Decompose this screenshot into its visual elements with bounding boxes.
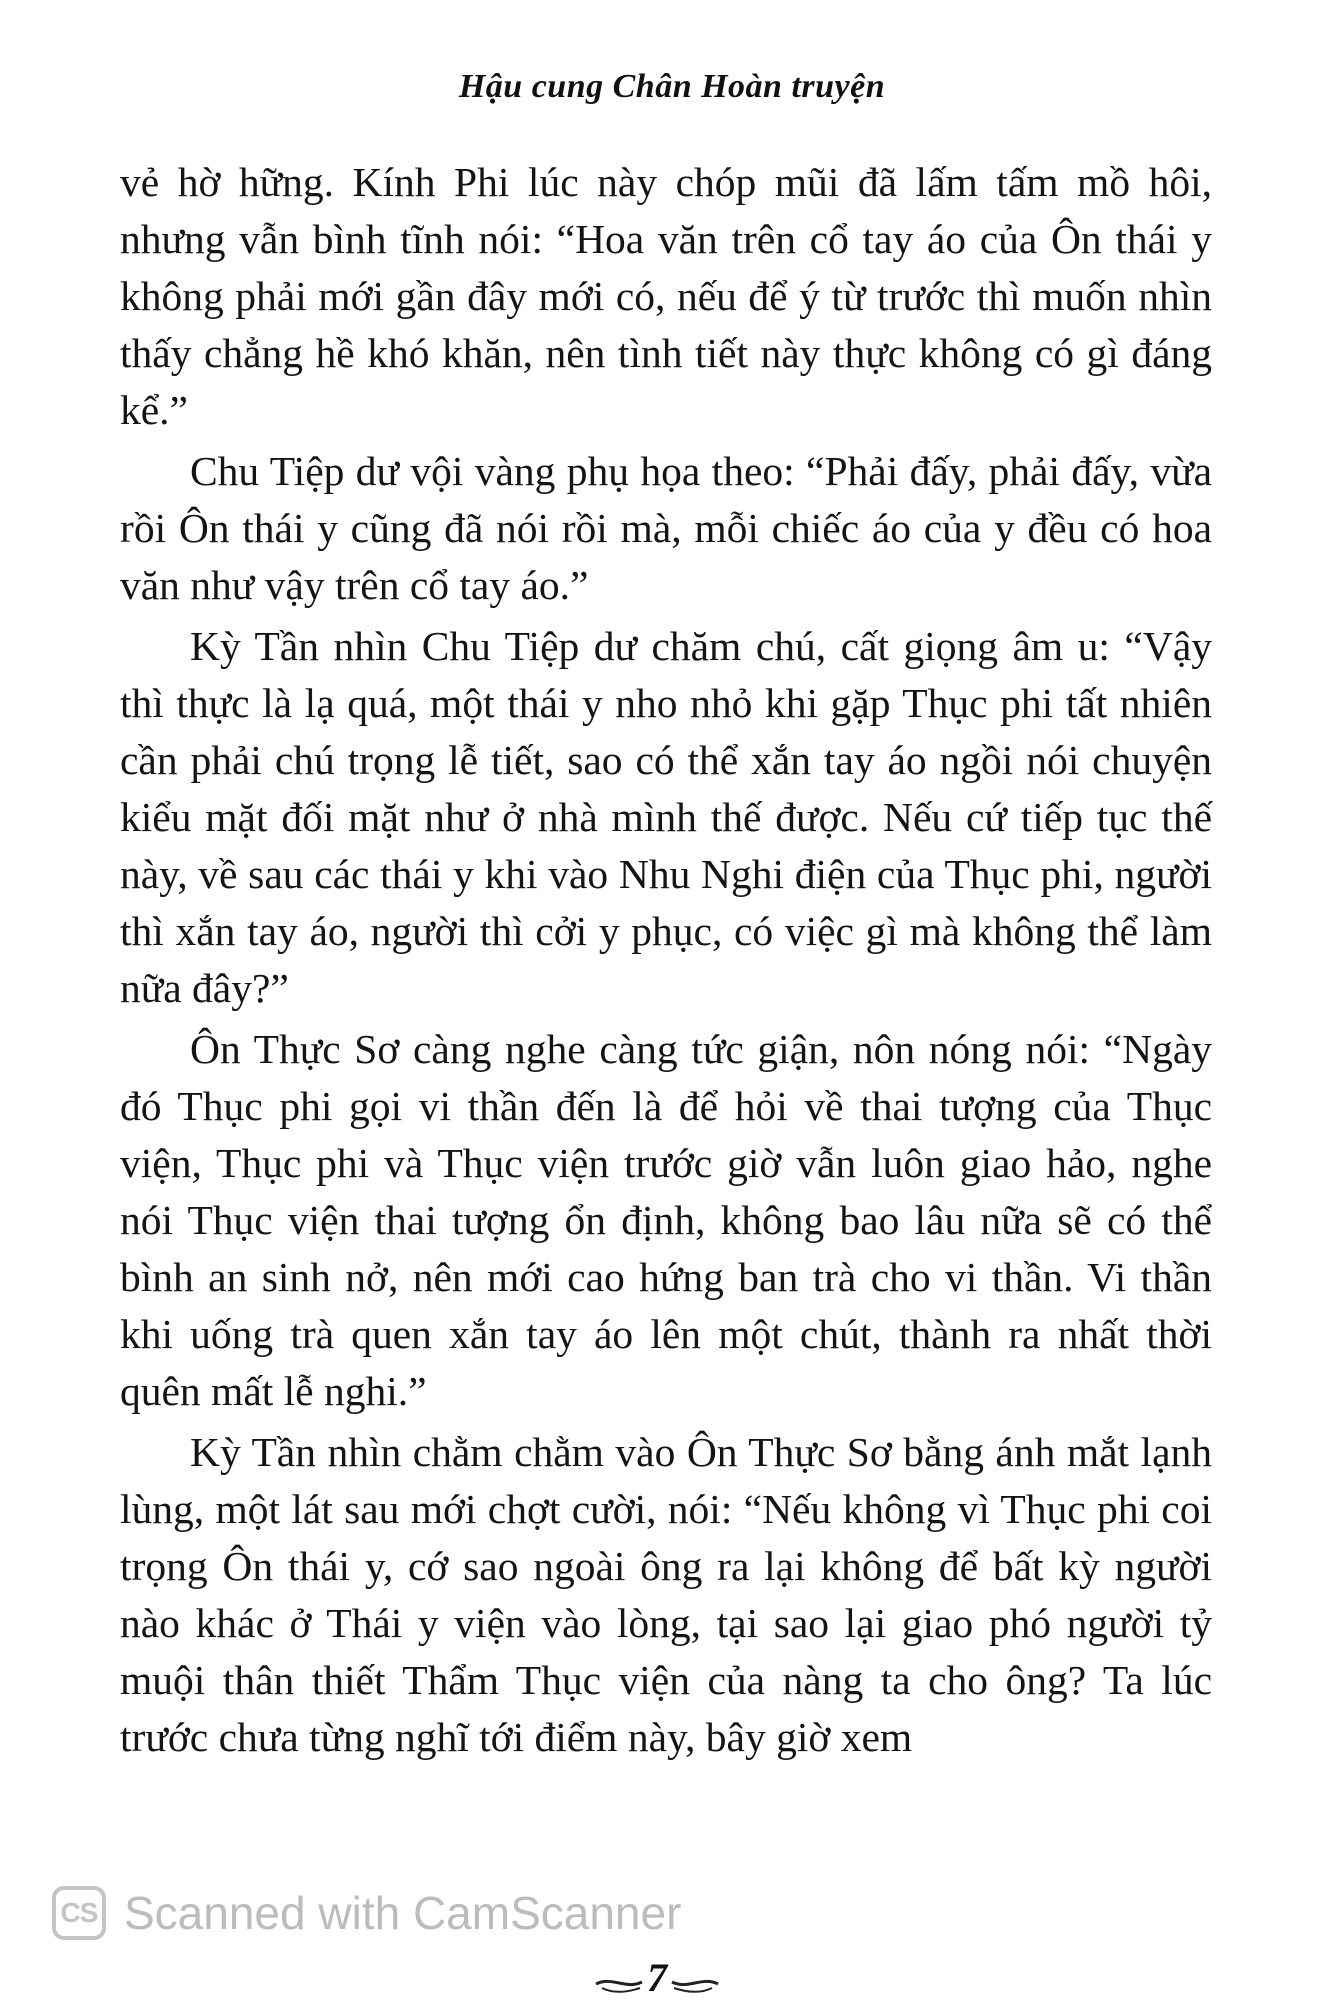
page-number: 7 [647, 1955, 667, 2000]
paragraph-3: Kỳ Tần nhìn Chu Tiệp dư chăm chú, cất giọng âm u: “Vậy thì thực là lạ quá, một thái y nho nhỏ khi gặp Thục phi tất nhiên cần phải chú trọng lễ tiết, sao có thể xắn tay áo ngồi nói chuyện kiểu mặt đối mặt như ở nhà mình thế được. Nếu cứ tiếp tục thế này, về sau các thái y khi vào Nhu Nghi điện của Thục phi, người thì xắn tay áo, người thì cởi y phục, có việc gì mà không thể làm nữa đây?” [120, 623, 1212, 1011]
paragraph-5: Kỳ Tần nhìn chằm chằm vào Ôn Thực Sơ bằng ánh mắt lạnh lùng, một lát sau mới chợt cười, nói: “Nếu không vì Thục phi coi trọng Ôn thái y, cớ sao ngoài ông ra lại không để bất kỳ người nào khác ở Thái y viện vào lòng, tại sao lại giao phó người tỷ muội thân thiết Thẩm Thục viện của nàng ta cho ông? Ta lúc trước chưa từng nghĩ tới điểm này, bây giờ xem [120, 1429, 1212, 1760]
body-text [120, 154, 1212, 1770]
paragraph-1: vẻ hờ hững. Kính Phi lúc này chóp mũi đã lấm tấm mồ hôi, nhưng vẫn bình tĩnh nói: “Hoa văn trên cổ tay áo của Ôn thái y không phải mới gần đây mới có, nếu để ý từ trước thì muốn nhìn thấy chẳng hề khó khăn, nên tình tiết này thực không có gì đáng kể.” [120, 159, 1212, 433]
paragraph-4: Ôn Thực Sơ càng nghe càng tức giận, nôn nóng nói: “Ngày đó Thục phi gọi vi thần đến là để hỏi về thai tượng của Thục viện, Thục phi và Thục viện trước giờ vẫn luôn giao hảo, nghe nói Thục viện thai tượng ổn định, không bao lâu nữa sẽ có thể bình an sinh nở, nên mới cao hứng ban trà cho vi thần. Vi thần khi uống trà quen xắn tay áo lên một chút, thành ra nhất thời quên mất lễ nghi.” [120, 1026, 1212, 1414]
camscanner-logo-icon: CS [52, 1886, 106, 1940]
paragraph-2: Chu Tiệp dư vội vàng phụ họa theo: “Phải đấy, phải đấy, vừa rồi Ôn thái y cũng đã nói rồi mà, mỗi chiếc áo của y đều có hoa văn như vậy trên cổ tay áo.” [120, 448, 1212, 608]
running-header: Hậu cung Chân Hoàn truyện [458, 68, 886, 105]
camscanner-watermark [52, 1886, 681, 1940]
watermark-text: Scanned with CamScanner [124, 1887, 682, 1939]
page-number-ornament [592, 1955, 722, 2000]
